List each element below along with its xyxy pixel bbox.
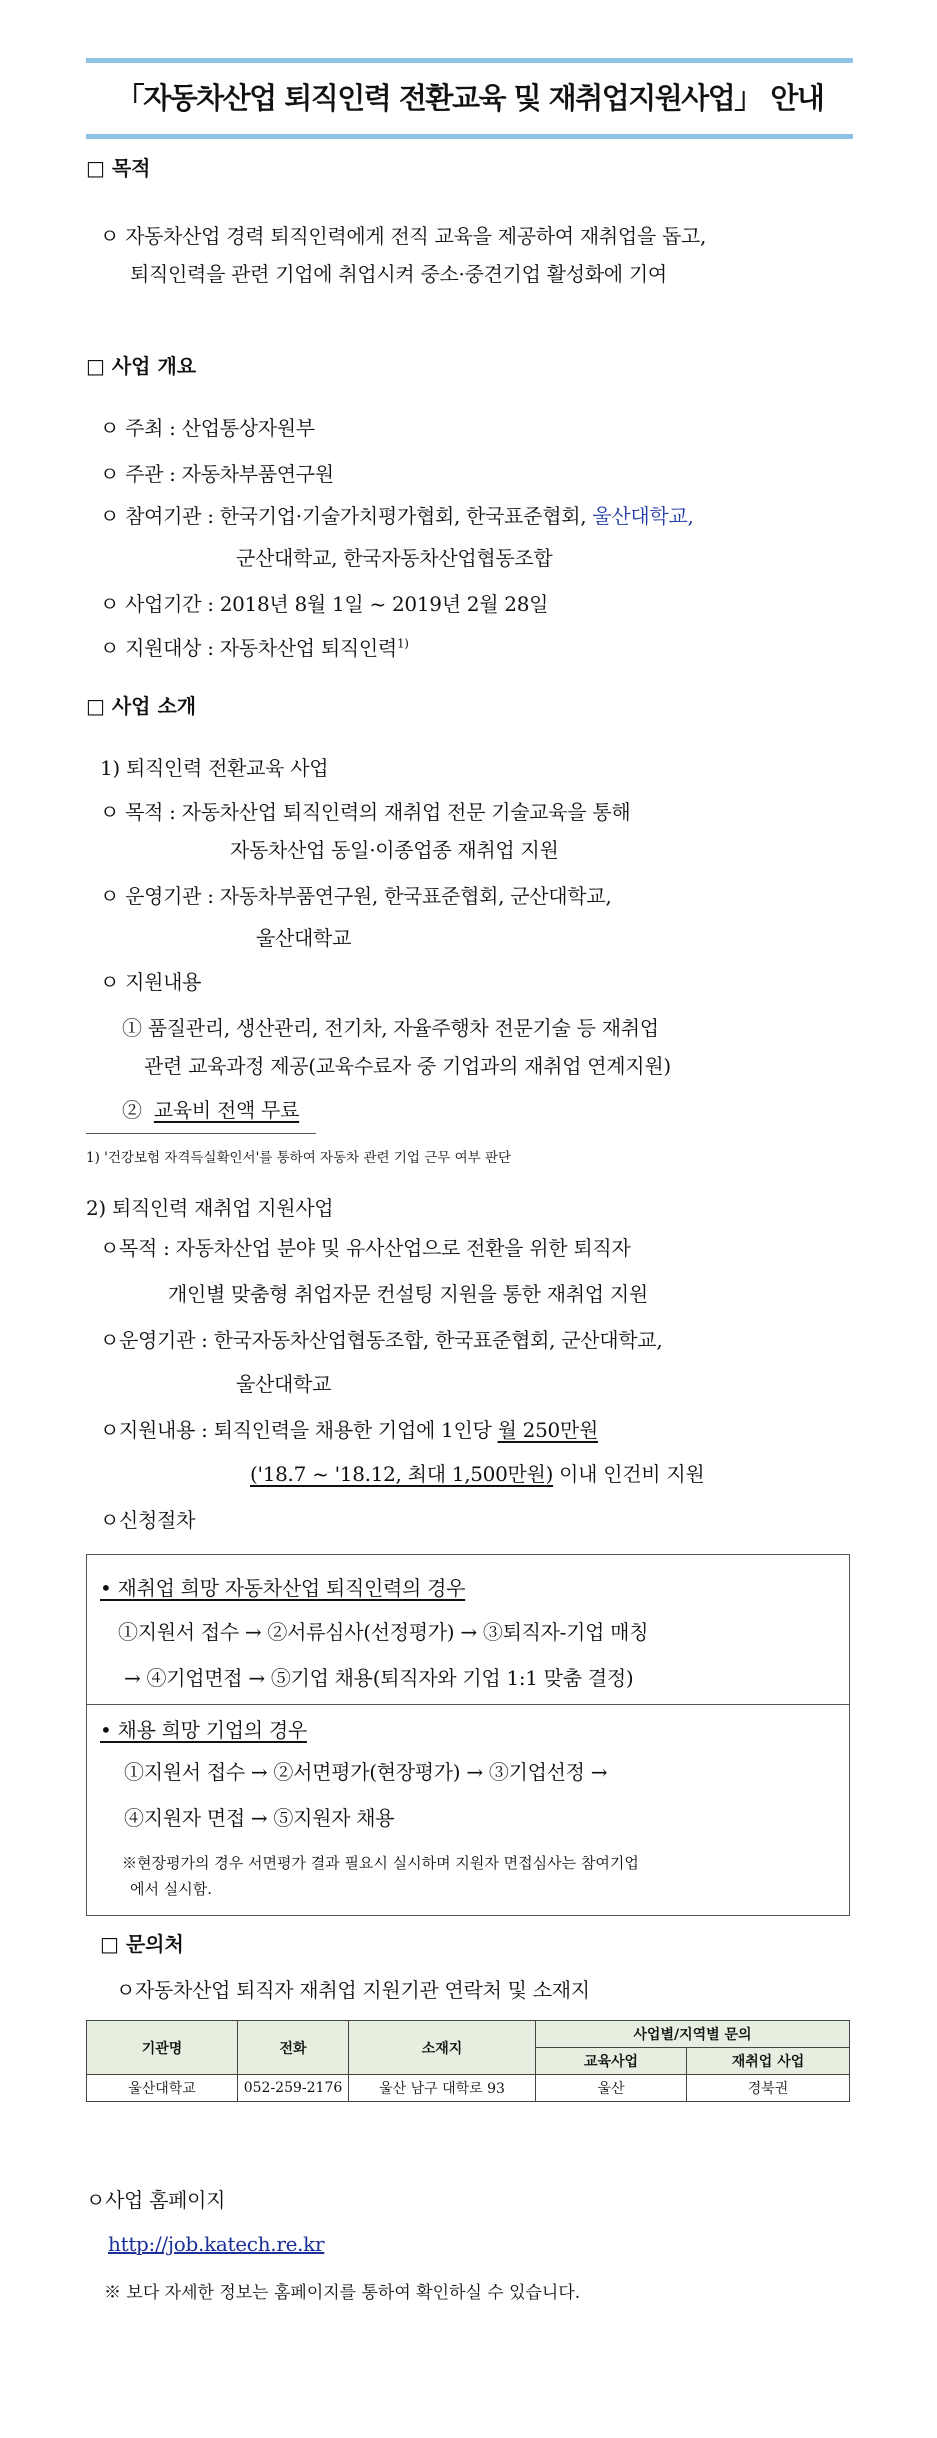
purpose-line-2: 퇴직인력을 관련 기업에 취업시켜 중소·중견기업 활성화에 기여 — [130, 262, 667, 286]
program1-agency-2: 울산대학교 — [256, 926, 352, 950]
overview-host: ㅇ 주최 : 산업통상자원부 — [100, 416, 315, 440]
homepage-heading: ㅇ사업 홈페이지 — [86, 2188, 226, 2212]
col-address-header: 소재지 — [349, 2021, 536, 2075]
overview-target — [100, 632, 409, 661]
footnote-divider — [86, 1133, 316, 1134]
section-overview-heading: □ 사업 개요 — [86, 354, 197, 378]
program2-procedure-label: ㅇ신청절차 — [100, 1508, 196, 1532]
title-top-bar — [86, 58, 853, 63]
procedure-case-1-line-2: → ④기업면접 → ⑤기업 채용(퇴직자와 기업 1:1 맞춤 결정) — [124, 1666, 634, 1690]
program2-support-2 — [250, 1458, 704, 1487]
program1-support-label: ㅇ 지원내용 — [100, 970, 202, 994]
program2-support-period: ('18.7 ~ '18.12, 최대 1,500만원) — [250, 1462, 554, 1486]
section-contact-heading: □ 문의처 — [100, 1932, 184, 1956]
program2-title-text: 2) 퇴직인력 재취업 지원사업 — [86, 1196, 334, 1220]
procedure-case-1-title — [100, 1572, 465, 1601]
section-purpose-heading: □ 목적 — [86, 156, 151, 180]
program1-support-item-2 — [122, 1094, 299, 1123]
program2-support-prefix: ㅇ지원내용 : 퇴직인력을 채용한 기업에 1인당 — [100, 1418, 498, 1442]
contact-table — [86, 2020, 850, 2102]
overview-participants — [100, 500, 694, 529]
table-row — [87, 2075, 850, 2102]
program1-title — [100, 752, 328, 781]
cell-address: 울산 남구 대학로 93 — [349, 2075, 536, 2102]
procedure-case-2-title-text: • 채용 희망 기업의 경우 — [100, 1718, 307, 1742]
procedure-case-2-line-2: ④지원자 면접 → ⑤지원자 채용 — [124, 1806, 395, 1830]
overview-participants-line-2: 군산대학교, 한국자동차산업협동조합 — [236, 546, 553, 570]
section-intro-heading: □ 사업 소개 — [86, 694, 197, 718]
cell-reemp: 경북권 — [687, 2075, 850, 2102]
procedure-case-1-line-1: ①지원서 접수 → ②서류심사(선정평가) → ③퇴직자-기업 매칭 — [118, 1620, 649, 1644]
homepage-note: ※ 보다 자세한 정보는 홈페이지를 통하여 확인하실 수 있습니다. — [104, 2283, 581, 2303]
col-reemp-header: 재취업 사업 — [687, 2048, 850, 2075]
footnote: 1) '건강보험 자격득실확인서'를 통하여 자동차 관련 기업 근무 여부 판단 — [86, 1150, 512, 1166]
col-region-header: 사업별/지역별 문의 — [536, 2021, 850, 2048]
support-item-2-text: 교육비 전액 무료 — [153, 1098, 300, 1122]
contact-subtitle: ㅇ자동차산업 퇴직자 재취업 지원기관 연락처 및 소재지 — [116, 1978, 590, 2002]
target-text: ㅇ 지원대상 : 자동차산업 퇴직인력 — [100, 636, 397, 660]
procedure-note-line-1: ※현장평가의 경우 서면평가 결과 필요시 실시하며 지원자 면접심사는 참여기업 — [122, 1854, 639, 1872]
program1-purpose-1: ㅇ 목적 : 자동차산업 퇴직인력의 재취업 전문 기술교육을 통해 — [100, 800, 631, 824]
program2-agency-1: ㅇ운영기관 : 한국자동차산업협동조합, 한국표준협회, 군산대학교, — [100, 1328, 663, 1352]
procedure-case-2-line-1: ①지원서 접수 → ②서면평가(현장평가) → ③기업선정 → — [124, 1760, 608, 1784]
procedure-case-2-title — [100, 1714, 307, 1743]
program2-support-1 — [100, 1414, 598, 1443]
program1-title-text: 1) 퇴직인력 전환교육 사업 — [100, 756, 329, 780]
overview-organizer: ㅇ 주관 : 자동차부품연구원 — [100, 462, 334, 486]
col-edu-header: 교육사업 — [536, 2048, 687, 2075]
program1-purpose-2: 자동차산업 동일·이종업종 재취업 지원 — [230, 838, 559, 862]
program1-agency-1: ㅇ 운영기관 : 자동차부품연구원, 한국표준협회, 군산대학교, — [100, 884, 612, 908]
program2-purpose-1: ㅇ목적 : 자동차산업 분야 및 유사산업으로 전환을 위한 퇴직자 — [100, 1236, 631, 1260]
program2-purpose-2: 개인별 맞춤형 취업자문 컨설팅 지원을 통한 재취업 지원 — [168, 1282, 648, 1306]
cell-edu: 울산 — [536, 2075, 687, 2102]
program1-support-item-1-line-1: ① 품질관리, 생산관리, 전기차, 자율주행차 전문기술 등 재취업 — [122, 1016, 659, 1040]
support-item-2-num: ② — [122, 1098, 142, 1122]
cell-phone: 052-259-2176 — [238, 2075, 349, 2102]
overview-period: ㅇ 사업기간 : 2018년 8월 1일 ~ 2019년 2월 28일 — [100, 592, 549, 616]
program2-agency-2: 울산대학교 — [236, 1372, 332, 1396]
procedure-box-divider — [86, 1704, 850, 1705]
program2-support-rest: 이내 인건비 지원 — [553, 1462, 705, 1486]
participants-highlight: 울산대학교, — [592, 504, 694, 528]
program2-title — [86, 1192, 333, 1221]
page-title: 「자동차산업 퇴직인력 전환교육 및 재취업지원사업」 안내 — [115, 81, 824, 115]
homepage-link[interactable]: http://job.katech.re.kr — [108, 2232, 325, 2256]
program1-support-item-1-line-2: 관련 교육과정 제공(교육수료자 중 기업과의 재취업 연계지원) — [144, 1054, 671, 1078]
procedure-case-1-title-text: • 재취업 희망 자동차산업 퇴직인력의 경우 — [100, 1576, 466, 1600]
col-agency-header: 기관명 — [87, 2021, 238, 2075]
program2-support-amount: 월 250만원 — [497, 1418, 598, 1442]
col-phone-header: 전화 — [238, 2021, 349, 2075]
target-footnote-mark: 1) — [396, 636, 409, 651]
purpose-line-1: ㅇ 자동차산업 경력 퇴직인력에게 전직 교육을 제공하여 재취업을 돕고, — [100, 224, 707, 248]
procedure-note-line-2: 에서 실시함. — [130, 1880, 212, 1898]
title-bottom-bar — [86, 134, 853, 139]
cell-agency: 울산대학교 — [87, 2075, 238, 2102]
participants-label: ㅇ 참여기관 : 한국기업·기술가치평가협회, 한국표준협회, — [100, 504, 593, 528]
